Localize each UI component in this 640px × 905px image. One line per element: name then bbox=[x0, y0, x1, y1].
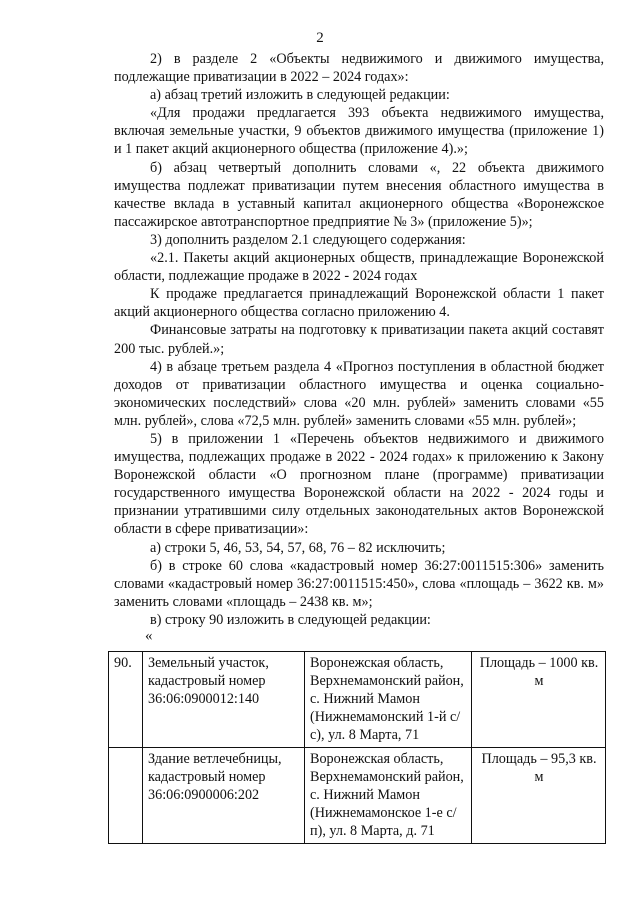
page-number: 2 bbox=[316, 30, 324, 46]
row-number-cell: 90. bbox=[109, 652, 143, 748]
paragraph: «Для продажи предлагается 393 объекта недвижимого имущества, включая земельные участки, 9 объектов движимого имущества (приложение 1) и 1 пакет акций акционерного общества (приложение 4).»; bbox=[114, 105, 604, 158]
paragraph: «2.1. Пакеты акций акционерных обществ, принадлежащие Воронежской области, подлежащие продаже в 2022 - 2024 годах bbox=[114, 250, 604, 285]
location-cell: Воронежская область, Верхнемамонский район, с. Нижний Мамон (Нижнемамонский 1-й с/с), ул. 8 Марта, 71 bbox=[305, 652, 472, 748]
paragraph: б) в строке 60 слова «кадастровый номер 36:27:0011515:306» заменить словами «кадастровый номер 36:27:0011515:450», слова «площадь – 3622 кв. м» заменить словами «площадь – 2438 кв. м»; bbox=[114, 557, 604, 610]
paragraph: 4) в абзаце третьем раздела 4 «Прогноз поступления в областной бюджет доходов от приватизации областного имущества и оценка социально-экономических последствий» слова «20 млн. рублей» заменить словами «55 млн. рублей», слова «72,5 млн. рублей» заменить словами «55 млн. рублей»; bbox=[114, 358, 604, 429]
paragraph: а) строки 5, 46, 53, 54, 57, 68, 76 – 82 исключить; bbox=[150, 539, 446, 556]
paragraph: 5) в приложении 1 «Перечень объектов недвижимого и движимого имущества, подлежащих продаже в 2022 - 2024 годах» к приложению к Закону Воронежской области «О прогнозном плане (программе) приватизации государственного имущества Воронежской области на 2022 - 2024 годы и признании утратившими силу отдельных законодательных актов Воронежской области в сфере приватизации»: bbox=[114, 430, 604, 538]
paragraph: а) абзац третий изложить в следующей редакции: bbox=[150, 87, 450, 104]
table-row bbox=[109, 748, 606, 844]
location-cell: Воронежская область, Верхнемамонский район, с. Нижний Мамон (Нижнемамонское 1-е с/п), ул. 8 Марта, д. 71 bbox=[305, 748, 472, 844]
paragraph: 3) дополнить разделом 2.1 следующего содержания: bbox=[150, 231, 466, 248]
table-row bbox=[109, 652, 606, 748]
paragraph: Финансовые затраты на подготовку к приватизации пакета акций составят 200 тыс. рублей.»; bbox=[114, 322, 604, 357]
paragraph: 2) в разделе 2 «Объекты недвижимого и движимого имущества, подлежащие приватизации в 2022 – 2024 годах»: bbox=[114, 51, 604, 86]
paragraph: б) абзац четвертый дополнить словами «, 22 объекта движимого имущества подлежат приватизации путем внесения областного имущества в качестве вклада в уставный капитал акционерного общества «Воронежское пассажирское автотранспортное предприятие № 3» (приложение 5)»; bbox=[114, 159, 604, 230]
area-cell: Площадь – 95,3 кв. м bbox=[472, 748, 606, 844]
opening-quote-mark: « bbox=[145, 628, 153, 644]
object-name-cell: Здание ветлечебницы, кадастровый номер 36:06:0900006:202 bbox=[143, 748, 305, 844]
area-cell: Площадь – 1000 кв. м bbox=[472, 652, 606, 748]
paragraph: в) строку 90 изложить в следующей редакции: bbox=[150, 611, 431, 628]
object-name-cell: Земельный участок, кадастровый номер 36:06:0900012:140 bbox=[143, 652, 305, 748]
property-table bbox=[108, 651, 606, 844]
paragraph: К продаже предлагается принадлежащий Воронежской области 1 пакет акций акционерного общества согласно приложению 4. bbox=[114, 286, 604, 321]
row-number-cell bbox=[109, 748, 143, 844]
document-body bbox=[114, 50, 604, 629]
